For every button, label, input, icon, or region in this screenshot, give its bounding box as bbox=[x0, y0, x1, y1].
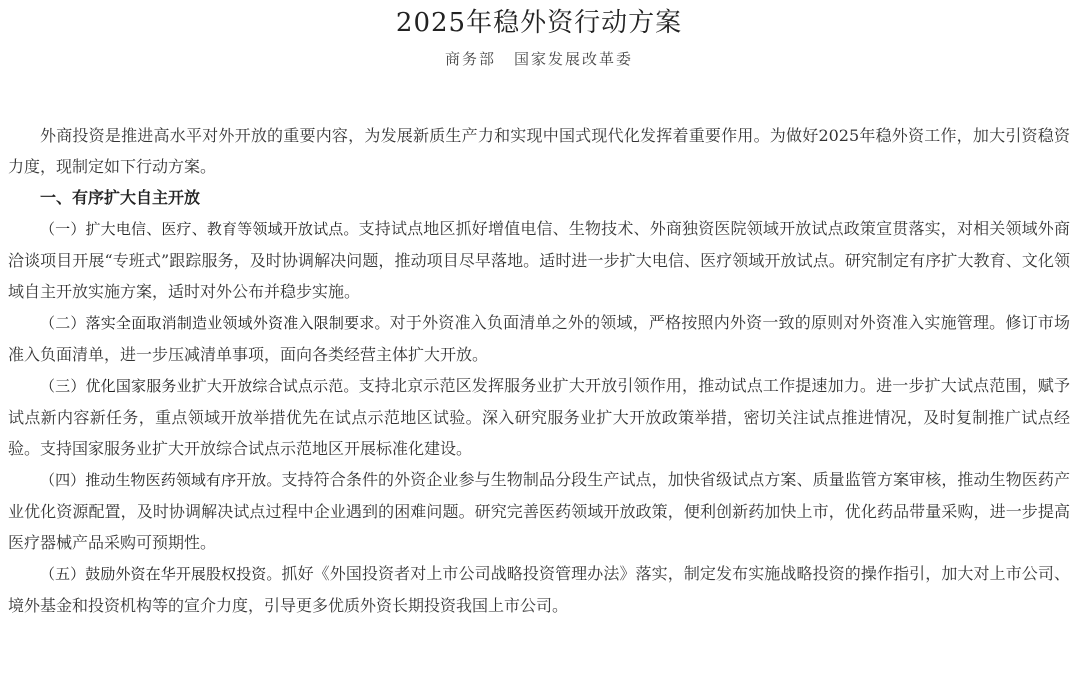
measure-paragraph-2 bbox=[8, 307, 1070, 370]
document-body bbox=[8, 120, 1070, 621]
issuer-ndrc: 国家发展改革委 bbox=[514, 50, 634, 68]
measure-text: 抓好《外国投资者对上市公司战略投资管理办法》落实，制定发布实施战略投资的操作指引，加大对上市公司、境外基金和投资机构等的宣介力度，引导更多优质外资长期投资我国上市公司。 bbox=[8, 564, 1070, 615]
section-heading: 一、有序扩大自主开放 bbox=[40, 188, 201, 207]
measure-text: 支持符合条件的外资企业参与生物制品分段生产试点，加快省级试点方案、质量监管方案审核，推动生物医药产业优化资源配置，及时协调解决试点过程中企业遇到的困难问题。研究完善医药领域开放政策，便利创新药加快上市，优化药品带量采购，进一步提高医疗器械产品采购可预期性。 bbox=[8, 470, 1070, 552]
issuing-authorities bbox=[8, 48, 1070, 70]
measure-paragraph-1 bbox=[8, 213, 1070, 307]
measure-title: （五）鼓励外资在华开展股权投资。 bbox=[40, 565, 282, 583]
measure-text: 支持北京示范区发挥服务业扩大开放引领作用，推动试点工作提速加力。进一步扩大试点范围，赋予试点新内容新任务，重点领域开放举措优先在试点示范地区试验。深入研究服务业扩大开放政策举措，密切关注试点推进情况，及时复制推广试点经验。支持国家服务业扩大开放综合试点示范地区开展标准化建设。 bbox=[8, 376, 1070, 458]
measure-paragraph-5 bbox=[8, 558, 1070, 621]
document-title: 2025年稳外资行动方案 bbox=[395, 8, 683, 38]
measure-title: （一）扩大电信、医疗、教育等领域开放试点。 bbox=[40, 220, 359, 238]
measure-text: 支持试点地区抓好增值电信、生物技术、外商独资医院领域开放试点政策宣贯落实，对相关领域外商洽谈项目开展“专班式”跟踪服务，及时协调解决问题，推动项目尽早落地。适时进一步扩大电信、医疗领域开放试点。研究制定有序扩大教育、文化领域自主开放实施方案，适时对外公布并稳步实施。 bbox=[8, 219, 1070, 301]
intro-paragraph: 外商投资是推进高水平对外开放的重要内容，为发展新质生产力和实现中国式现代化发挥着重要作用。为做好2025年稳外资工作，加大引资稳资力度，现制定如下行动方案。 bbox=[8, 126, 1070, 176]
measure-title: （四）推动生物医药领域有序开放。 bbox=[40, 471, 282, 489]
measure-title: （三）优化国家服务业扩大开放综合试点示范。 bbox=[40, 377, 359, 395]
measure-paragraph-4 bbox=[8, 464, 1070, 558]
measure-paragraph-3 bbox=[8, 370, 1070, 464]
issuer-ministry-of-commerce: 商务部 bbox=[444, 50, 496, 68]
measure-text: 对于外资准入负面清单之外的领域，严格按照内外资一致的原则对外资准入实施管理。修订市场准入负面清单，进一步压减清单事项，面向各类经营主体扩大开放。 bbox=[8, 313, 1070, 364]
measure-title: （二）落实全面取消制造业领域外资准入限制要求。 bbox=[40, 314, 390, 332]
